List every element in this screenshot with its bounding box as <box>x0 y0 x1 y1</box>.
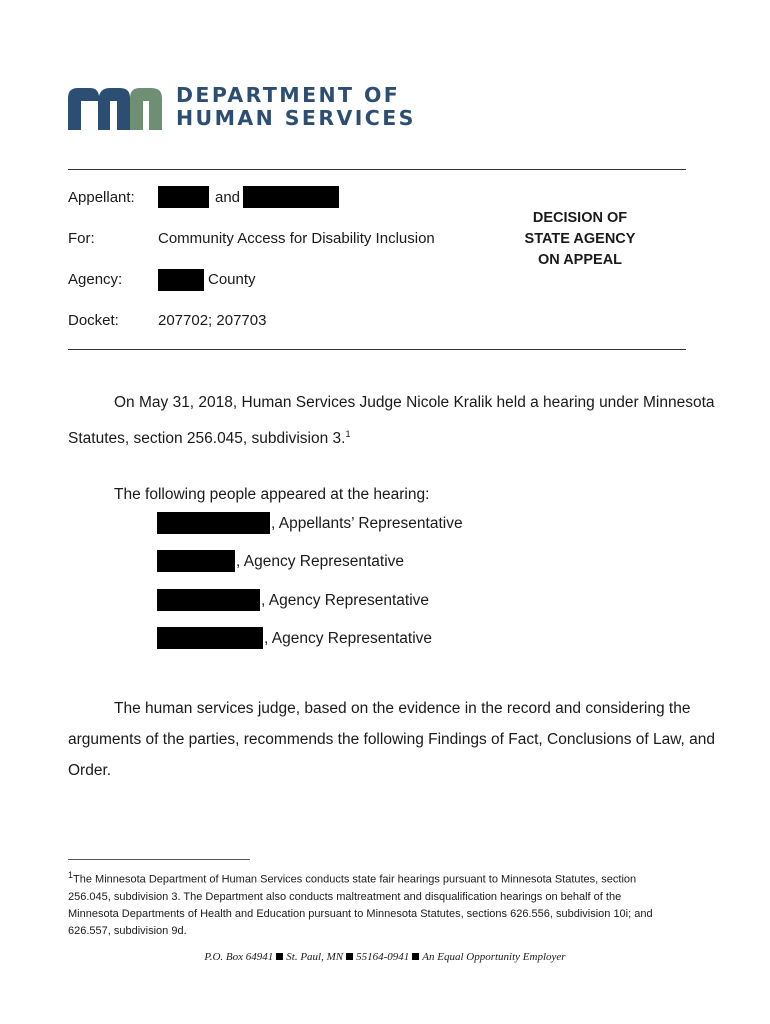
decision-line-2: STATE AGENCY <box>524 231 636 247</box>
recommendation-line-3: Order. <box>68 762 112 779</box>
attendee-redaction-3 <box>157 589 260 616</box>
footnote-number: 1 <box>68 870 74 880</box>
square-bullet-icon <box>276 953 283 960</box>
footer-po-box: P.O. Box 64941 <box>204 951 274 963</box>
attendee-redaction-4 <box>157 627 263 654</box>
footer-city: St. Paul, MN <box>286 951 344 963</box>
footnote <box>68 867 708 940</box>
footnote-line-2: 256.045, subdivision 3. The Department also conducts maltreatment and disqualification hearings on behalf of the <box>68 890 622 903</box>
hearing-line-1: On May 31, 2018, Human Services Judge Nicole Kralik held a hearing under Minnesota <box>114 394 715 411</box>
bottom-divider <box>68 349 686 350</box>
footer-zip: 55164-0941 <box>356 951 410 963</box>
recommendation-line-2: arguments of the parties, recommends the following Findings of Fact, Conclusions of Law, and <box>68 731 716 748</box>
footnote-ref: 1 <box>345 429 351 439</box>
department-logo-text <box>176 84 416 130</box>
address-footer <box>0 951 770 963</box>
agency-redaction <box>158 269 204 296</box>
for-label: For: <box>68 230 95 247</box>
decision-line-3: ON APPEAL <box>537 252 623 268</box>
decision-heading <box>500 208 660 271</box>
appeared-intro: The following people appeared at the hearing: <box>114 486 430 503</box>
mn-logo-icon <box>68 84 162 130</box>
hearing-line-2 <box>68 425 350 448</box>
for-value: Community Access for Disability Inclusion <box>158 230 435 247</box>
appellant-label: Appellant: <box>68 189 135 206</box>
footer-eoe: An Equal Opportunity Employer <box>422 951 566 963</box>
attendee-role-3: , Agency Representative <box>261 592 430 609</box>
attendee-redaction-2 <box>157 550 235 577</box>
footnote-line-4: 626.557, subdivision 9d. <box>68 924 187 937</box>
appellant-redaction-1 <box>158 186 209 213</box>
docket-value: 207702; 207703 <box>158 312 267 329</box>
appellant-redaction-2 <box>243 186 339 213</box>
agency-label: Agency: <box>68 271 123 288</box>
attendee-redaction-1 <box>157 512 270 539</box>
attendee-role-1: , Appellants’ Representative <box>271 515 463 532</box>
logo-line-1: DEPARTMENT OF <box>176 83 401 107</box>
attendee-role-4: , Agency Representative <box>264 630 433 647</box>
top-divider <box>68 169 686 170</box>
recommendation-line-1: The human services judge, based on the evidence in the record and considering the <box>114 700 691 717</box>
footnote-divider <box>68 859 250 860</box>
footnote-line-1-text: The Minnesota Department of Human Services conducts state fair hearings pursuant to Minnesota Statutes, section <box>73 873 637 886</box>
docket-label: Docket: <box>68 312 119 329</box>
appellant-joiner: and <box>215 189 241 206</box>
logo-line-2: HUMAN SERVICES <box>176 106 416 130</box>
footnote-line-1 <box>68 867 708 889</box>
decision-line-1: DECISION OF <box>532 210 628 226</box>
agency-suffix: County <box>208 271 256 288</box>
hearing-line-2-text: Statutes, section 256.045, subdivision 3. <box>68 430 346 448</box>
square-bullet-icon <box>346 953 353 960</box>
footnote-line-3: Minnesota Departments of Health and Education pursuant to Minnesota Statutes, sections 626.556, subdivision 10i; and <box>68 907 653 920</box>
attendee-role-2: , Agency Representative <box>236 553 405 570</box>
square-bullet-icon <box>412 953 419 960</box>
